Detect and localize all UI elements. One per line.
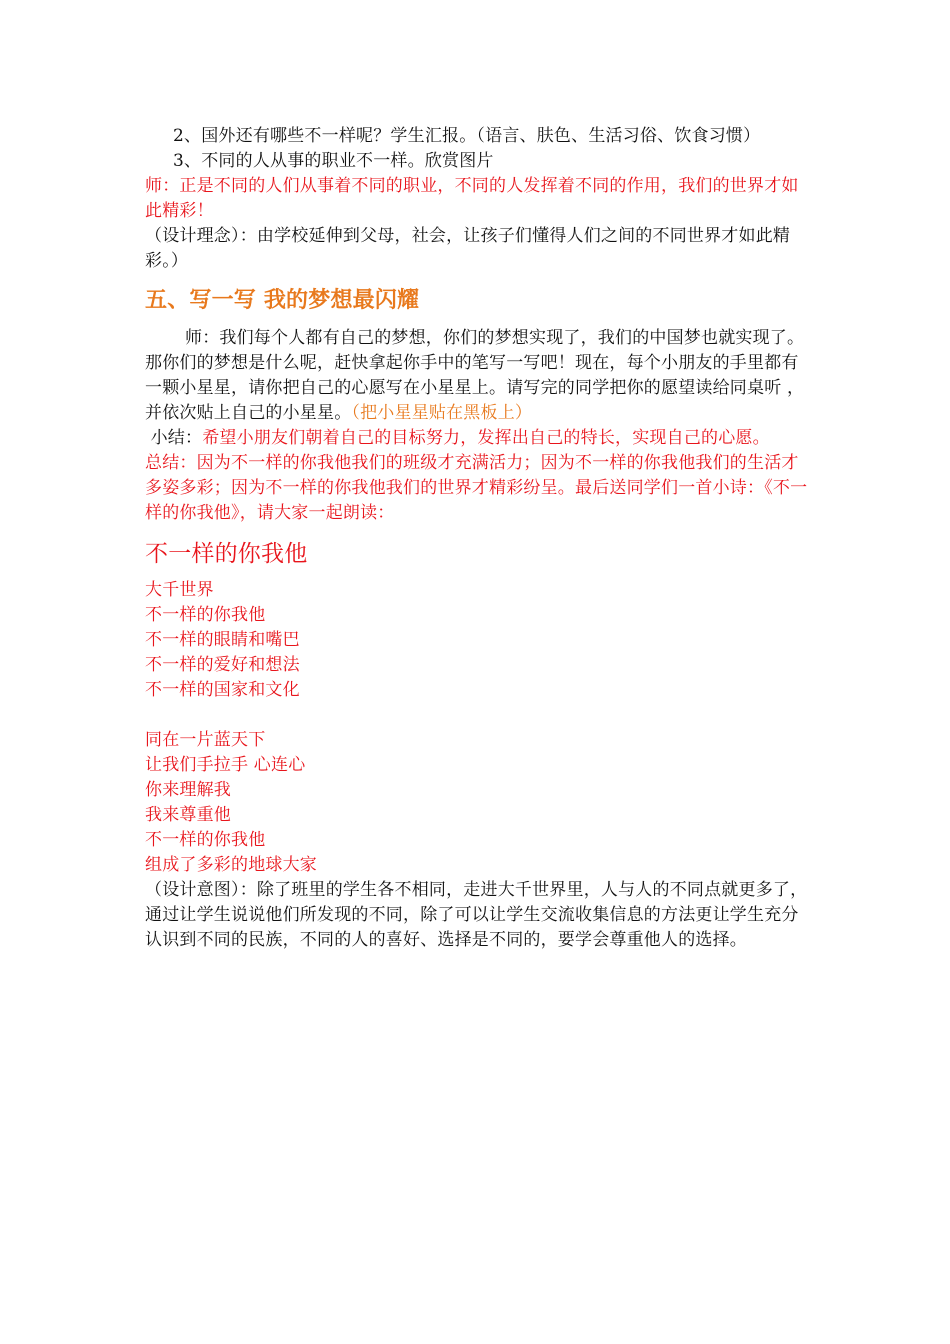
section-heading-5: 五、写一写 我的梦想最闪耀 [145, 288, 420, 313]
poem-line: 你来理解我 [145, 780, 231, 800]
poem-line: 组成了多彩的地球大家 [145, 855, 317, 875]
poem-line: 让我们手拉手 心连心 [145, 755, 306, 775]
summary-line [145, 426, 810, 451]
design-concept-note: （设计理念）：由学校延伸到父母，社会，让孩子们懂得人们之间的不同世界才如此精彩。） [145, 226, 791, 271]
teacher-remark-2 [145, 326, 810, 426]
conclusion-paragraph [145, 451, 810, 526]
paragraph-occupations: 3、不同的人从事的职业不一样。欣赏图片 [173, 151, 494, 171]
teacher-remark-1 [145, 174, 810, 224]
teacher-remark-text: 正是不同的人们从事着不同的职业，不同的人发挥着不同的作用，我们的世界才如此精彩！ [145, 176, 799, 221]
poem-line: 大千世界 [145, 580, 214, 600]
summary-prefix: 小结： [150, 428, 203, 448]
teacher-remark-2-note: （把小星星贴在黑板上） [351, 403, 533, 423]
poem-line: 不一样的眼睛和嘴巴 [145, 630, 300, 650]
poem-line: 不一样的国家和文化 [145, 680, 300, 700]
poem-title: 不一样的你我他 [145, 541, 308, 567]
teacher-remark-2-text: 师：我们每个人都有自己的梦想，你们的梦想实现了，我们的中国梦也就实现了。那你们的梦想是什么呢，赶快拿起你手中的笔写一写吧！现在，每个小朋友的手里都有一颗小星星，请你把自己的心愿写在小星星上。请写完的同学把你的愿望读给同桌听 ，并依次贴上自己的小星星。 [145, 328, 805, 423]
conclusion-prefix: 总结： [145, 453, 197, 473]
paragraph-foreign-differences: 2、国外还有哪些不一样呢？学生汇报。（语言、肤色、生活习俗、饮食习惯） [173, 126, 761, 146]
document-body [145, 124, 810, 953]
poem-line: 不一样的你我他 [145, 605, 266, 625]
summary-text: 希望小朋友们朝着自己的目标努力，发挥出自己的特长，实现自己的心愿。 [202, 428, 770, 448]
conclusion-text: 因为不一样的你我他我们的班级才充满活力；因为不一样的你我他我们的生活才多姿多彩；因为不一样的你我他我们的世界才精彩纷呈。最后送同学们一首小诗：《不一样的你我他》，请大家一起朗读： [145, 453, 808, 523]
poem-line: 不一样的爱好和想法 [145, 655, 300, 675]
design-intent-note: （设计意图）：除了班里的学生各不相同，走进大千世界里，人与人的不同点就更多了，通过让学生说说他们所发现的不同，除了可以让学生交流收集信息的方法更让学生充分认识到不同的民族，不同的人的喜好、选择是不同的，要学会尊重他人的选择。 [145, 880, 808, 950]
poem [145, 578, 810, 878]
poem-line: 同在一片蓝天下 [145, 730, 266, 750]
poem-line: 我来尊重他 [145, 805, 231, 825]
stanza-gap [145, 703, 810, 728]
poem-line: 不一样的你我他 [145, 830, 266, 850]
teacher-prefix: 师： [145, 176, 180, 196]
